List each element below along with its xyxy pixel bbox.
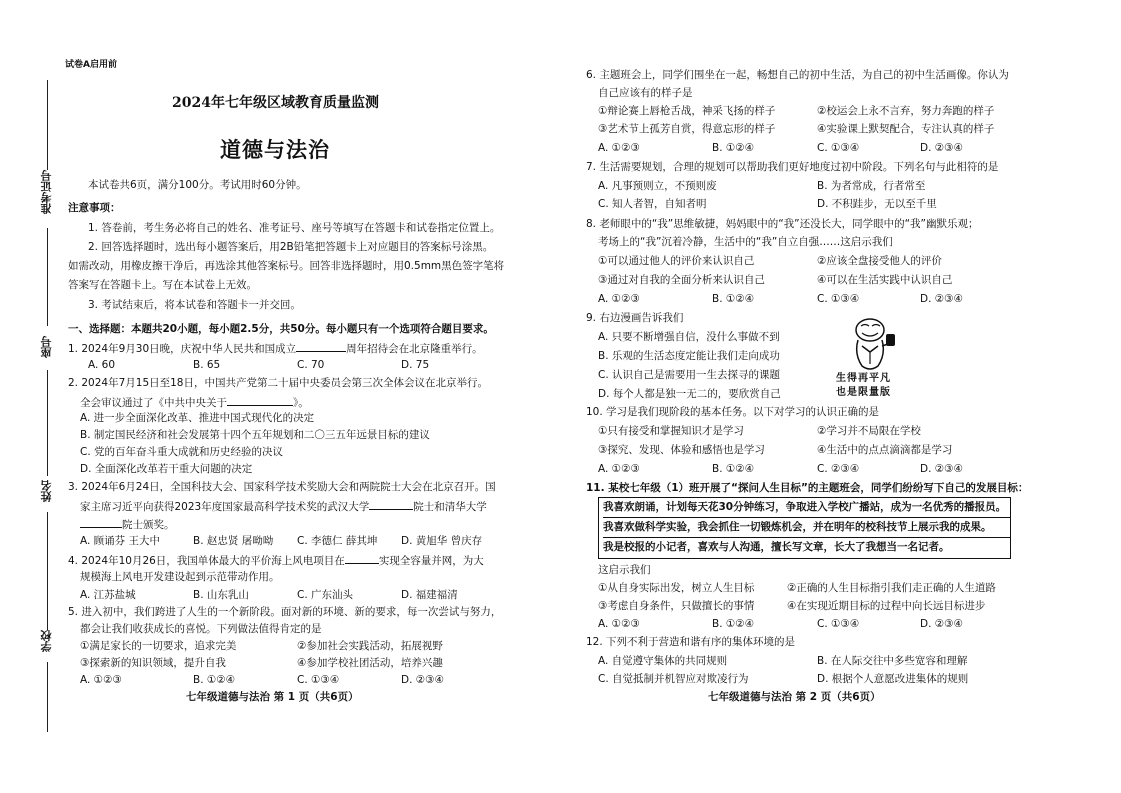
- q12-option-a: A. 自觉遵守集体的共同规则: [598, 655, 728, 667]
- goals-box: [598, 497, 1011, 559]
- notice-line: 如需改动，用橡皮擦干净后，再选涂其他答案标号。回答非选择题时，用0.5mm黑色签字笔将: [68, 260, 505, 272]
- notice-title: 注意事项：: [68, 202, 121, 214]
- q11-option-a: A. ①②③: [598, 618, 640, 630]
- q2-option-c: C. 党的百年奋斗重大成就和历史经验的决议: [80, 446, 284, 458]
- q6-option-c: C. ①③④: [817, 142, 860, 154]
- q8-option-c: C. ①③④: [817, 293, 860, 305]
- q6-item: ④实验课上默契配合，专注认真的样子: [817, 123, 995, 135]
- intro-text: 本试卷共6页，满分100分。考试用时60分钟。: [88, 179, 307, 191]
- margin-xingming-label: 姓名: [40, 480, 53, 502]
- q5-option-d: D. ②③④: [401, 674, 444, 686]
- page-footer-1: 七年级道德与法治 第 1 页（共6页）: [186, 691, 359, 703]
- q2-option-a: A. 进一步全面深化改革、推进中国式现代化的决定: [80, 412, 315, 424]
- question-1: 1. 2024年9月30日晚，庆祝中华人民共和国成立 周年招待会在北京隆重举行。: [68, 340, 483, 356]
- q1-option-c: C. 70: [297, 359, 325, 371]
- q1-option-a: A. 60: [88, 359, 116, 371]
- question-5: 5. 进入初中，我们跨进了人生的一个新阶段。面对新的环境、新的要求，每一次尝试与努力，: [68, 606, 502, 618]
- q3-option-c: C. 李德仁 薛其坤: [297, 535, 378, 547]
- question-5-cont: 都会让我们收获成长的喜悦。下列做法值得肯定的是: [80, 623, 322, 635]
- margin-xuexiao-label: 学校: [40, 630, 53, 652]
- question-3: 3. 2024年6月24日，全国科技大会、国家科学技术奖励大会和两院院士大会在北京召开。国: [68, 481, 496, 493]
- margin-rule: [47, 512, 48, 630]
- question-7: 7. 生活需要规划，合理的规划可以帮助我们更好地度过初中阶段。下列名句与此相符的是: [586, 161, 999, 173]
- q10-item: ③探究、发现、体验和感悟也是学习: [598, 444, 765, 456]
- q10-option-b: B. ①②④: [712, 463, 755, 475]
- q8-item: ③通过对自我的全面分析来认识自己: [598, 274, 765, 286]
- margin-rule: [47, 80, 48, 170]
- q10-item: ①只有接受和掌握知识才是学习: [598, 425, 744, 437]
- q5-item: ②参加社会实践活动，拓展视野: [297, 640, 443, 652]
- q5-item: ①满足家长的一切要求，追求完美: [80, 640, 237, 652]
- q6-item: ③艺术节上孤芳自赏，得意忘形的样子: [598, 123, 776, 135]
- q10-item: ②学习并不局限在学校: [817, 425, 921, 437]
- q10-option-a: A. ①②③: [598, 463, 640, 475]
- q8-item: ④可以在生活实践中认识自己: [817, 274, 953, 286]
- notice-line: 2. 回答选择题时，选出每小题答案后，用2B铅笔把答题卡上对应题目的答案标号涂黑。: [88, 241, 494, 253]
- q11-item: ④在实现近期目标的过程中向长远目标进步: [787, 600, 986, 612]
- margin-zuohao-label: 座号: [40, 336, 53, 358]
- subject-title: 道德与法治: [220, 137, 330, 162]
- q10-item: ④生活中的点点滴滴都是学习: [817, 444, 953, 456]
- q3-option-d: D. 黄旭华 曾庆存: [401, 535, 483, 547]
- q8-option-a: A. ①②③: [598, 293, 640, 305]
- q11-option-c: C. ①③④: [817, 618, 860, 630]
- question-2: 2. 2024年7月15日至18日，中国共产党第二十届中央委员会第三次全体会议在北京举行。: [68, 377, 488, 389]
- q6-item: ②校运会上永不言弃，努力奔跑的样子: [817, 105, 995, 117]
- goal-row: 我是校报的小记者，喜欢与人沟通，擅长写文章，长大了我想当一名记者。: [603, 541, 950, 553]
- corner-label: 试卷A启用前: [65, 60, 117, 70]
- cartoon-figure-icon: [840, 316, 910, 372]
- margin-zkz-label: 准考证号: [40, 170, 53, 214]
- q3-option-b: B. 赵忠贤 屠呦呦: [193, 535, 274, 547]
- question-8-cont: 考场上的“我”沉着冷静，生活中的“我”自立自强……这启示我们: [598, 236, 893, 248]
- q6-option-a: A. ①②③: [598, 142, 640, 154]
- question-9: 9. 右边漫画告诉我们: [586, 312, 684, 324]
- q3-option-a: A. 顾诵芬 王大中: [80, 535, 161, 547]
- q4-option-c: C. 广东汕头: [297, 589, 354, 601]
- q8-item: ②应该全盘接受他人的评价: [817, 255, 942, 267]
- q9-option-d: D. 每个人都是独一无二的，要欣赏自己: [598, 388, 781, 400]
- section-heading: 一、选择题：本题共20小题，每小题2.5分，共50分。每小题只有一个选项符合题目要求。: [68, 323, 494, 335]
- q6-option-d: D. ②③④: [920, 142, 963, 154]
- q1-option-b: B. 65: [193, 359, 221, 371]
- question-4-cont: 规模海上风电开发建设起到示范带动作用。: [80, 571, 280, 583]
- margin-rule: [47, 662, 48, 732]
- question-4: 4. 2024年10月26日，我国单体最大的平价海上风电项目在 实现全容量并网，为大: [68, 552, 484, 568]
- goal-row: 我喜欢朗诵，计划每天花30分钟练习，争取进入学校广播站，成为一名优秀的播报员。: [603, 498, 1010, 518]
- notice-line: 3. 考试结束后，将本试卷和答题卡一并交回。: [88, 299, 301, 311]
- question-6: 6. 主题班会上，同学们围坐在一起，畅想自己的初中生活，为自己的初中生活画像。你认为: [586, 69, 1009, 81]
- q4-option-a: A. 江苏盐城: [80, 589, 136, 601]
- q9-option-b: B. 乐观的生活态度定能让我们走向成功: [598, 350, 780, 362]
- notice-line: 1. 答卷前，考生务必将自己的姓名、准考证号、座号等填写在答题卡和试卷指定位置上。: [88, 222, 501, 234]
- q11-option-d: D. ②③④: [920, 618, 963, 630]
- q8-option-d: D. ②③④: [920, 293, 963, 305]
- q12-option-b: B. 在人际交往中多些宽容和理解: [817, 655, 968, 667]
- notice-line: 答案写在答题卡上。写在本试卷上无效。: [68, 279, 257, 291]
- q11-item: ①从自身实际出发，树立人生目标: [598, 582, 755, 594]
- q12-option-d: D. 根据个人意愿改进集体的规则: [817, 673, 969, 685]
- question-3-cont: 家主席习近平向获得2023年度国家最高科学技术奖的武汉大学 院士和清华大学: [80, 498, 487, 514]
- question-8: 8. 老师眼中的“我”思维敏捷，妈妈眼中的“我”还没长大，同学眼中的“我”幽默乐观；: [586, 218, 979, 230]
- page-footer-2: 七年级道德与法治 第 2 页（共6页）: [708, 691, 881, 703]
- q9-option-c: C. 认识自己是需要用一生去探寻的课题: [598, 369, 781, 381]
- q12-option-c: C. 自觉抵制并机智应对欺凌行为: [598, 673, 749, 685]
- q9-option-a: A. 只要不断增强自信，没什么事做不到: [598, 331, 780, 343]
- goal-row: 我喜欢做科学实验，我会抓住一切锻炼机会，并在明年的校科技节上展示我的成果。: [603, 518, 1010, 538]
- question-11: 11. 某校七年级（1）班开展了“探问人生目标”的主题班会，同学们纷纷写下自己的发展目标：: [586, 482, 1029, 494]
- q11-item: ②正确的人生目标指引我们走正确的人生道路: [787, 582, 996, 594]
- q8-option-b: B. ①②④: [712, 293, 755, 305]
- q5-option-b: B. ①②④: [193, 674, 236, 686]
- q8-item: ①可以通过他人的评价来认识自己: [598, 255, 755, 267]
- question-2-cont: 全会审议通过了《中共中央关于 》。: [80, 394, 309, 410]
- q1-option-d: D. 75: [401, 359, 430, 371]
- q7-option-c: C. 知人者智，自知者明: [598, 198, 707, 210]
- exam-title: 2024年七年级区域教育质量监测: [172, 95, 379, 111]
- q5-item: ④参加学校社团活动，培养兴趣: [297, 657, 443, 669]
- q2-option-b: B. 制定国民经济和社会发展第十四个五年规划和二〇三五年远景目标的建议: [80, 429, 430, 441]
- question-3-cont: 院士颁奖。: [80, 516, 175, 532]
- q4-option-d: D. 福建福清: [401, 589, 458, 601]
- question-12: 12. 下列不利于营造和谐有序的集体环境的是: [586, 636, 796, 648]
- question-6-cont: 自己应该有的样子是: [598, 87, 693, 99]
- margin-rule: [47, 370, 48, 476]
- q6-item: ①辩论赛上唇枪舌战，神采飞扬的样子: [598, 105, 776, 117]
- q4-option-b: B. 山东乳山: [193, 589, 249, 601]
- cartoon-caption: 也是限量版: [836, 387, 891, 398]
- q7-option-a: A. 凡事预则立，不预则废: [598, 180, 717, 192]
- q7-option-b: B. 为者常成，行者常至: [817, 180, 926, 192]
- q11-item: ③考虑自身条件，只做擅长的事情: [598, 600, 755, 612]
- question-11-prompt: 这启示我们: [598, 564, 651, 576]
- margin-rule: [47, 228, 48, 326]
- q11-option-b: B. ①②④: [712, 618, 755, 630]
- q2-option-d: D. 全面深化改革若干重大问题的决定: [80, 463, 253, 475]
- q5-item: ③探索新的知识领域，提升自我: [80, 657, 226, 669]
- question-10: 10. 学习是我们现阶段的基本任务。以下对学习的认识正确的是: [586, 406, 880, 418]
- q10-option-d: D. ②③④: [920, 463, 963, 475]
- q10-option-c: C. ②③④: [817, 463, 860, 475]
- q5-option-a: A. ①②③: [80, 674, 122, 686]
- q6-option-b: B. ①②④: [712, 142, 755, 154]
- q7-option-d: D. 不积跬步，无以至千里: [817, 198, 937, 210]
- q5-option-c: C. ①③④: [297, 674, 340, 686]
- cartoon-caption: 生得再平凡: [836, 373, 891, 384]
